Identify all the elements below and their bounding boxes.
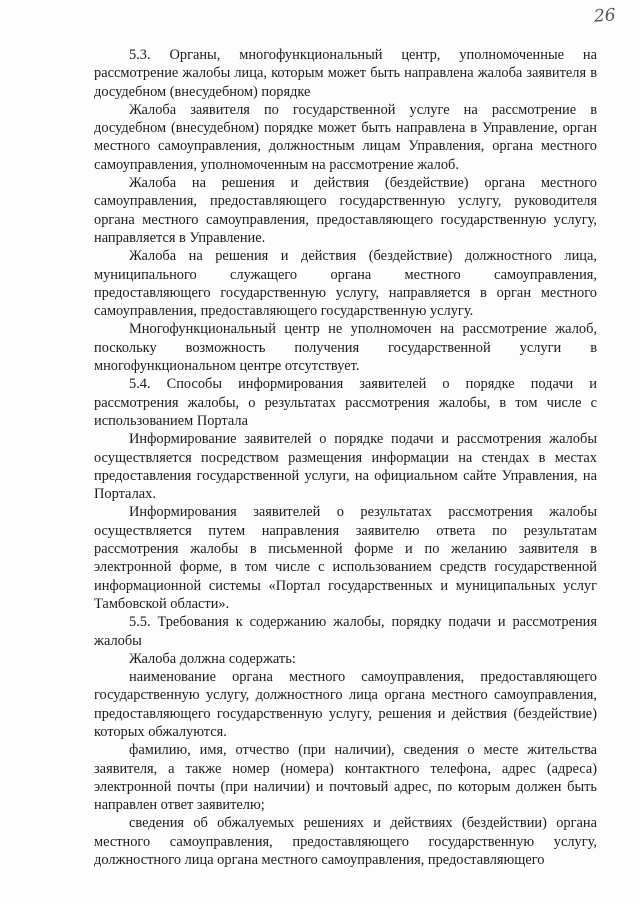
paragraph: Жалоба заявителя по государственной услуге на рассмотрение в досудебном (внесудебном) порядке может быть направлена в Управление, орган местного самоуправления, должностным лицам Управления, органа местного самоуправления, уполномоченным на рассмотрение жалоб. (94, 101, 597, 173)
section-5-4-heading: 5.4. Способы информирования заявителей о порядке подачи и рассмотрения жалобы, о результатах рассмотрения жалобы, в том числе с использованием Портала (94, 376, 597, 429)
document-body (94, 46, 597, 869)
paragraph: Жалоба на решения и действия (бездействие) органа местного самоуправления, предоставляющего государственную услугу, руководителя органа местного самоуправления, предоставляющего государственную услугу, направляется в Управление. (94, 175, 597, 246)
section-5-5-heading: 5.5. Требования к содержанию жалобы, порядку подачи и рассмотрения жалобы (94, 614, 597, 649)
list-item: наименование органа местного самоуправления, предоставляющего государственную услугу, должностного лица органа местного самоуправления, предоставляющего государственную услугу, решения и действия (бездействие) которых обжалуются. (94, 669, 597, 740)
handwritten-page-number: 26 (593, 5, 617, 27)
paragraph: Информирование заявителей о порядке подачи и рассмотрения жалобы осуществляется посредством размещения информации на стендах в местах предоставления государственной услуги, на официальном сайте Управления, на Порталах. (94, 431, 597, 503)
paragraph: Информирования заявителей о результатах рассмотрения жалобы осуществляется путем направления заявителю ответа по результатам рассмотрения жалобы в письменной форме и по желанию заявителя в электронной форме, в том числе с использованием средств государственной информационной системы «Портал государственных и муниципальных услуг Тамбовской области». (94, 504, 597, 612)
paragraph: Жалоба должна содержать: (129, 650, 296, 667)
list-item: сведения об обжалуемых решениях и действиях (бездействии) органа местного самоуправления, предоставляющего государственную услугу, должностного лица органа местного самоуправления, предоставляющего (94, 815, 597, 869)
list-item: фамилию, имя, отчество (при наличии), сведения о месте жительства заявителя, а также номер (номера) контактного телефона, адрес (адреса) электронной почты (при наличии) и почтовый адрес, по которым должен быть направлен ответ заявителю; (94, 742, 597, 814)
paragraph: Жалоба на решения и действия (бездействие) должностного лица, муниципального служащего органа местного самоуправления, предоставляющего государственную услугу, направляется в орган местного самоуправления, предоставляющего государственную услугу. (94, 248, 597, 320)
paragraph: Многофункциональный центр не уполномочен на рассмотрение жалоб, поскольку возможность получения государственной услуги в многофункциональном центре отсутствует. (94, 321, 597, 375)
section-5-3-heading: 5.3. Органы, многофункциональный центр, уполномоченные на рассмотрение жалобы лица, которым может быть направлена жалоба заявителя в досудебном (внесудебном) порядке (94, 47, 597, 100)
